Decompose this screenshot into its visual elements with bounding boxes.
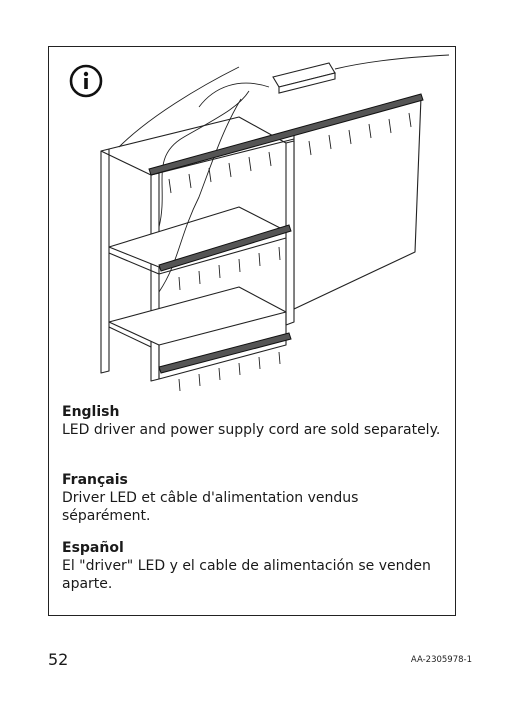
language-section-french <box>62 471 447 525</box>
language-title: Français <box>62 472 128 488</box>
language-title: Español <box>62 540 124 556</box>
language-text: Driver LED et câble d'alimentation vendus séparément. <box>62 490 359 524</box>
language-text: LED driver and power supply cord are sold separately. <box>62 422 441 438</box>
instruction-panel <box>48 46 456 616</box>
shelf-led-lighting-illustration <box>49 47 457 397</box>
language-section-english <box>62 403 447 439</box>
page-number: 52 <box>48 650 69 669</box>
language-title: English <box>62 404 120 420</box>
language-text: El "driver" LED y el cable de alimentación se venden aparte. <box>62 558 431 592</box>
language-section-spanish <box>62 539 447 593</box>
document-code: AA-2305978-1 <box>410 655 472 665</box>
